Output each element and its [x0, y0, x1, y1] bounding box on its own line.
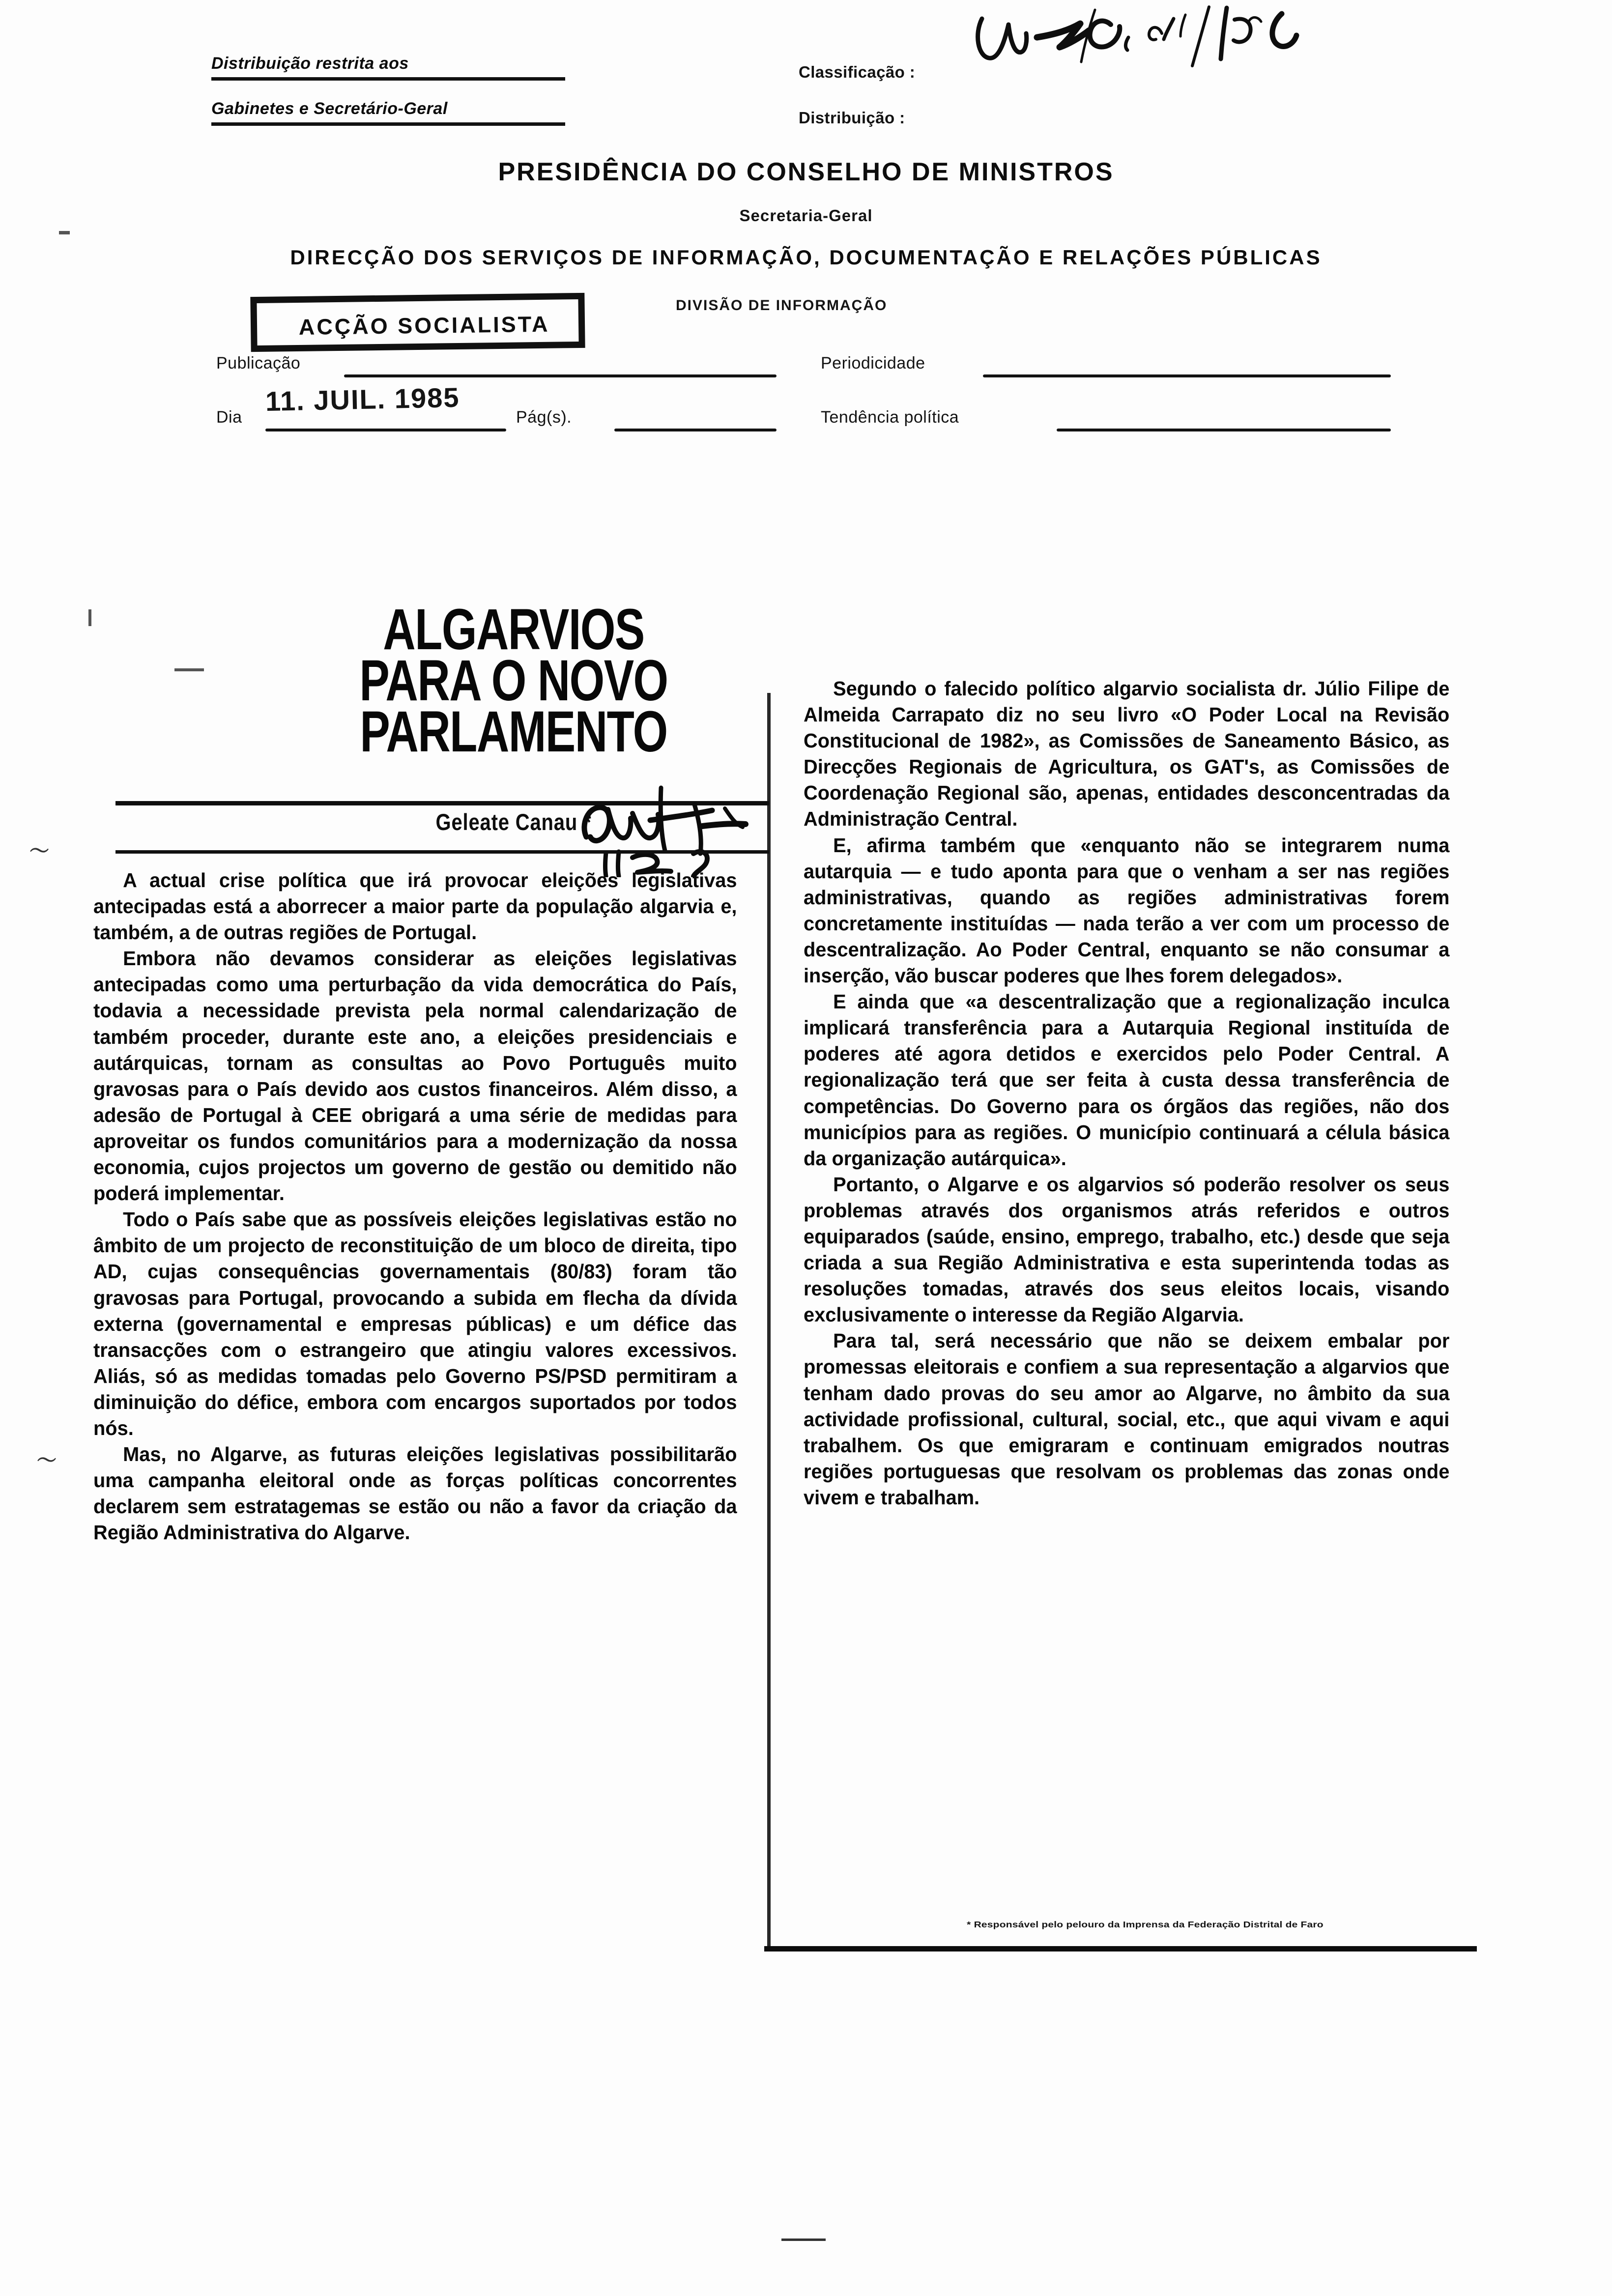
publicacao-label: Publicação — [216, 354, 301, 373]
scan-speck — [59, 231, 70, 234]
periodicidade-label: Periodicidade — [821, 354, 925, 373]
department-subtitle: Secretaria-Geral — [739, 206, 873, 225]
article-paragraph: Segundo o falecido político algarvio socialista dr. Júlio Filipe de Almeida Carrapato diz no seu livro «O Poder Local na Revisão Constitucional de 1982», as Comissões de Saneamento Básico, as Direcções Regionais de Agricultura, os GAT's, as Comissões de Coordenação Regional são, apenas, entidades desconcentradas da Administração Central. — [804, 677, 1450, 831]
date-stamp: 11. JUIL. 1985 — [265, 381, 460, 417]
article-paragraph: Todo o País sabe que as possíveis eleições legislativas estão no âmbito de um projecto de reconstituição de um bloco de direita, tipo AD, cujas consequências governamentais (80/83) foram tão gravosas para Portugal, provocando a subida em flecha da dívida externa (governamental e empresas públicas) e um défice das transacções com o estrangeiro que atingiu valores excessivos. Aliás, só as medidas tomadas pelo Governo PS/PSD permitiram a diminuição do défice, embora com encargos suportados por todos nós. — [93, 1208, 737, 1439]
tendencia-label: Tendência política — [821, 408, 959, 427]
publication-stamp-text: ACÇÃO SOCIALISTA — [298, 311, 550, 340]
article-paragraph: Mas, no Algarve, as futuras eleições legislativas possibilitarão uma campanha eleitoral onde as forças políticas concorrentes declarem sem estratagemas se estão ou não a favor da criação da Região Administrativa do Algarve. — [93, 1443, 737, 1544]
article-footnote: * Responsável pelo pelouro da Imprensa da Federação Distrital de Faro — [967, 1920, 1324, 1930]
article-paragraph: Para tal, será necessário que não se deixem embalar por promessas eleitorais e confiem a sua representação a algarvios que tenham dado provas do seu amor ao Algarve, no âmbito da sua actividade profissional, cultural, social, etc., que aqui vivam e aqui trabalhem. Os que emigraram e continuam emigrados noutras regiões portuguesas que resolvam os problemas das zonas onde vivem e trabalham. — [804, 1329, 1450, 1509]
distribuicao-label: Distribuição : — [799, 109, 905, 127]
article-paragraph: E, afirma também que «enquanto não se integrarem numa autarquia — e tudo aponta para que o venham a ser nas regiões administrativas, quando as regiões administrativas forem concretamente instituídas — nada terão a ver com um processo de descentralização. Ao Poder Central, enquanto se não consumar a inserção, vão buscar poderes que lhes forem delegados». — [804, 833, 1450, 987]
headline-divider-top — [115, 801, 769, 805]
division-title: DIVISÃO DE INFORMAÇÃO — [676, 297, 888, 314]
clipping-column-edge — [767, 693, 771, 1951]
distribution-note-line-2: Gabinetes e Secretário-Geral — [211, 99, 565, 126]
newspaper-clipping — [86, 585, 1531, 1956]
classificacao-label: Classificação : — [799, 63, 916, 81]
tendencia-rule — [1057, 429, 1391, 431]
scan-speck — [88, 609, 91, 626]
article-paragraph: Embora não devamos considerar as eleições legislativas antecipadas como uma perturbação da vida democrática do País, todavia a necessidade prevista pela normal calendarização de também proceder, durante este ano, a eleições presidenciais e autárquicas, tornam as consultas ao Povo Português muito gravosas para o País devido aos custos financeiros. Além disso, a adesão de Portugal à CEE obrigará a uma série de medidas para aproveitar os fundos comunitários para a modernização da nossa economia, cujos projectos um governo de gestão ou demitido não poderá implementar. — [93, 947, 737, 1205]
article-paragraph: A actual crise política que irá provocar eleições legislativas antecipadas está a aborrecer a maior parte da população algarvia e, também, a de outras regiões de Portugal. — [93, 869, 737, 944]
handwritten-annotation-icon — [963, 5, 1494, 74]
organization-title: PRESIDÊNCIA DO CONSELHO DE MINISTROS — [498, 158, 1114, 186]
periodicidade-rule — [983, 374, 1391, 377]
article-paragraph: Portanto, o Algarve e os algarvios só poderão resolver os seus problemas através dos organismos atrás referidos e outros equiparados (saúde, ensino, emprego, trabalho, etc.) desde que seja criada a sua Região Administrativa e esta superintenda todas as resoluções tomadas, através dos seus eleitos locais, visando exclusivamente o interesse da Região Algarvia. — [804, 1173, 1450, 1326]
directorate-title: DIRECÇÃO DOS SERVIÇOS DE INFORMAÇÃO, DOCUMENTAÇÃO E RELAÇÕES PÚBLICAS — [290, 246, 1322, 269]
classification-block — [799, 63, 915, 154]
headline-line-1: ALGARVIOS — [383, 597, 644, 662]
clipping-bottom-rule — [764, 1946, 1477, 1952]
article-paragraph: E ainda que «a descentralização que a regionalização inculca implicará transferência para a Autarquia Regional instituída de poderes até agora detidos e exercidos pelo Poder Central. A regionalização terá que ser feita à custa dessa transferência de competências. Do Governo para os órgãos das regiões, não dos municípios para as regiões. O município continuará a célula básica da organização autárquica». — [804, 990, 1450, 1170]
dia-rule — [265, 429, 506, 431]
margin-pen-mark: 〜 — [29, 840, 49, 862]
publication-stamp-box — [250, 293, 585, 352]
headline-line-3: PARLAMENTO — [360, 699, 667, 764]
publicacao-rule — [344, 374, 777, 377]
pags-rule — [614, 429, 777, 431]
margin-pen-mark: 〜 — [37, 1450, 57, 1471]
distribution-note-line-1: Distribuição restrita aos — [211, 54, 565, 81]
headline-line-2: PARA O NOVO — [359, 648, 668, 713]
pags-label: Pág(s). — [516, 408, 572, 427]
dia-label: Dia — [216, 408, 242, 427]
scan-speck — [174, 668, 204, 671]
distribution-note-block — [211, 54, 565, 144]
page-bottom-tick — [781, 2239, 826, 2241]
article-column-right — [804, 676, 1449, 1511]
headline-divider-bottom — [115, 850, 769, 854]
article-column-left — [93, 867, 737, 1546]
article-byline: Geleate Canau * — [435, 809, 592, 835]
article-headline — [307, 597, 720, 764]
